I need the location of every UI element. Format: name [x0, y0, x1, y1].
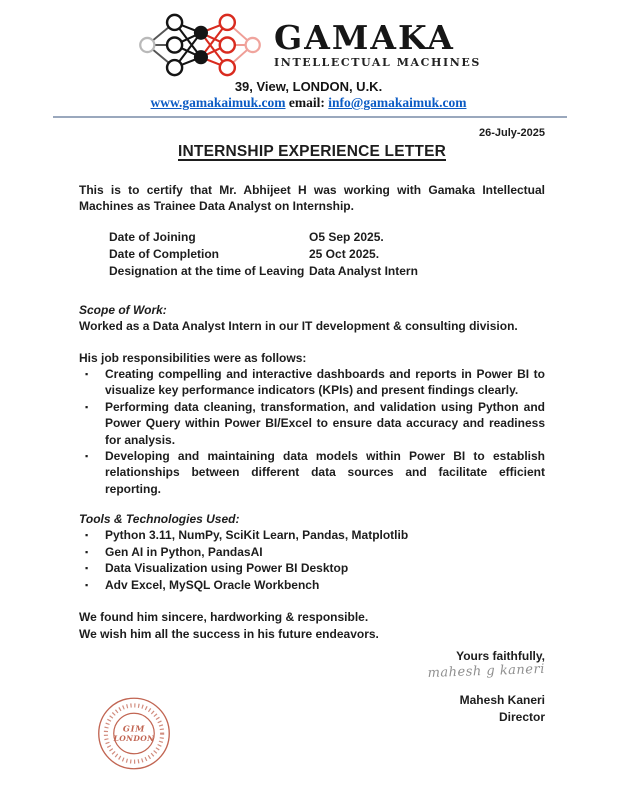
- tools-list: [79, 527, 545, 593]
- stamp-line2: LONDON: [113, 734, 155, 743]
- detail-value: Data Analyst Intern: [309, 264, 418, 279]
- email-label: email:: [288, 95, 325, 110]
- list-item: ▪ Data Visualization using Power BI Desktop: [79, 560, 545, 576]
- responsibilities-intro: His job responsibilities were as follows:: [79, 350, 307, 365]
- list-item: ▪ Python 3.11, NumPy, SciKit Learn, Pandas, Matplotlib: [79, 527, 545, 543]
- signer-name: Mahesh Kaneri: [459, 692, 545, 707]
- scope-heading: Scope of Work:: [79, 302, 167, 317]
- list-item: ▪ Creating compelling and interactive dashboards and reports in Power BI to visualize key performance indicators (KPIs) and present findings clearly.: [79, 366, 545, 399]
- list-item: ▪ Adv Excel, MySQL Oracle Workbench: [79, 577, 545, 593]
- valediction: Yours faithfully,: [456, 648, 545, 663]
- letter-body: [0, 127, 617, 725]
- letter-title: INTERNSHIP EXPERIENCE LETTER: [178, 143, 446, 160]
- list-item: ▪ Gen AI in Python, PandasAI: [79, 544, 545, 560]
- contact-line: [0, 95, 617, 111]
- list-item: ▪ Developing and maintaining data models within Power BI to establish relationships between different data sources and facilitate efficient reporting.: [79, 448, 545, 497]
- email-link[interactable]: info@gamakaimuk.com: [328, 95, 467, 110]
- brand-block: [274, 18, 481, 69]
- detail-value: 25 Oct 2025.: [309, 247, 380, 262]
- company-name: GAMAKA: [274, 18, 455, 57]
- list-item: ▪ Performing data cleaning, transformation, and validation using Python and Power Query within Power BI/Excel to ensure data accuracy and readiness for analysis.: [79, 399, 545, 448]
- signer-title: Director: [498, 709, 545, 724]
- detail-label: Designation at the time of Leaving: [109, 264, 305, 279]
- handwritten-signature: mahesh g kaneri: [427, 661, 546, 681]
- company-subtitle: INTELLECTUAL MACHINES: [274, 56, 481, 69]
- scope-text: Worked as a Data Analyst Intern in our IT development & consulting division.: [79, 318, 518, 333]
- website-link[interactable]: www.gamakaimuk.com: [150, 95, 286, 110]
- closing-paragraph: [79, 609, 545, 642]
- intro-paragraph: This is to certify that Mr. Abhijeet H was working with Gamaka Intellectual Machines as Trainee Data Analyst on Internship.: [79, 183, 545, 214]
- closing-line: We wish him all the success in his future endeavors.: [79, 626, 379, 641]
- detail-label: Date of Completion: [109, 247, 219, 262]
- stamp-line1: GIM: [122, 723, 146, 734]
- tools-heading: Tools & Technologies Used:: [79, 512, 240, 527]
- detail-label: Date of Joining: [109, 230, 196, 245]
- neural-network-logo: [136, 13, 264, 77]
- responsibilities-list: [79, 366, 545, 497]
- header-divider: [53, 116, 567, 118]
- company-stamp: [94, 696, 174, 771]
- company-address: 39, View, LONDON, U.K.: [234, 79, 383, 94]
- detail-value: O5 Sep 2025.: [309, 230, 384, 245]
- internship-details: [109, 229, 545, 279]
- letter-date: 26-July-2025: [478, 127, 545, 139]
- closing-line: We found him sincere, hardworking & responsible.: [79, 610, 369, 625]
- letterhead: [0, 0, 617, 77]
